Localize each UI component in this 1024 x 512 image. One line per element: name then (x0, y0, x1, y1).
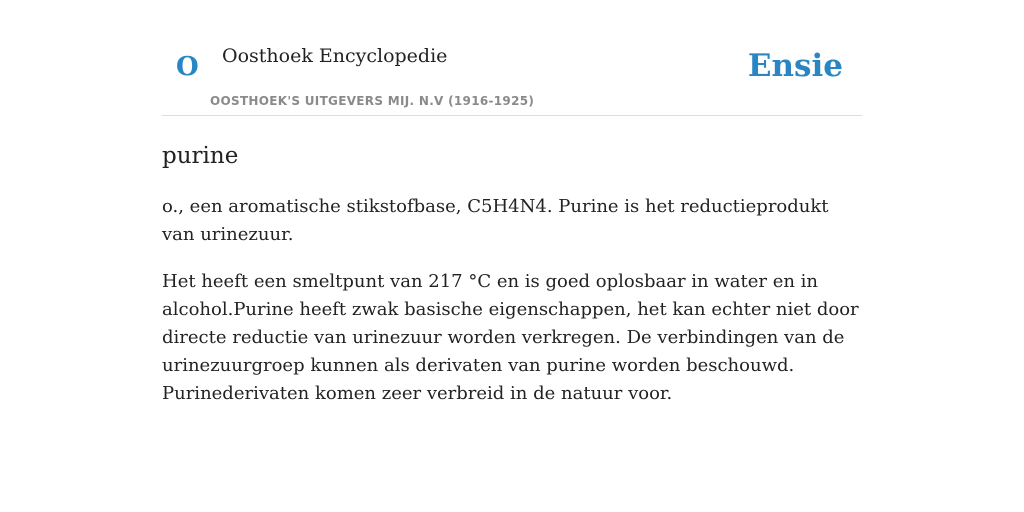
publisher-subtitle: OOSTHOEK'S UITGEVERS MIJ. N.V (1916-1925) (210, 94, 535, 108)
page (162, 0, 862, 408)
entry-body (162, 193, 862, 408)
entry-title: purine (162, 143, 239, 169)
header (162, 0, 862, 116)
encyclopedia-title-link[interactable]: Oosthoek Encyclopedie (222, 45, 448, 67)
encyclopedia-logo[interactable]: O (176, 52, 199, 82)
entry-paragraph: o., een aromatische stikstofbase, C5H4N4. Purine is het reductieprodukt van urinezuur. (162, 196, 829, 245)
entry-paragraph: Het heeft een smeltpunt van 217 °C en is goed oplosbaar in water en in alcohol.Purine heeft zwak basische eigenschappen, het kan echter niet door directe reductie van urinezuur worden verkregen. De verbindingen van de urinezuurgroep kunnen als derivaten van purine worden beschouwd. Purinederivaten komen zeer verbreid in de natuur voor. (162, 271, 859, 404)
ensie-logo-link[interactable]: Ensie (747, 48, 843, 84)
